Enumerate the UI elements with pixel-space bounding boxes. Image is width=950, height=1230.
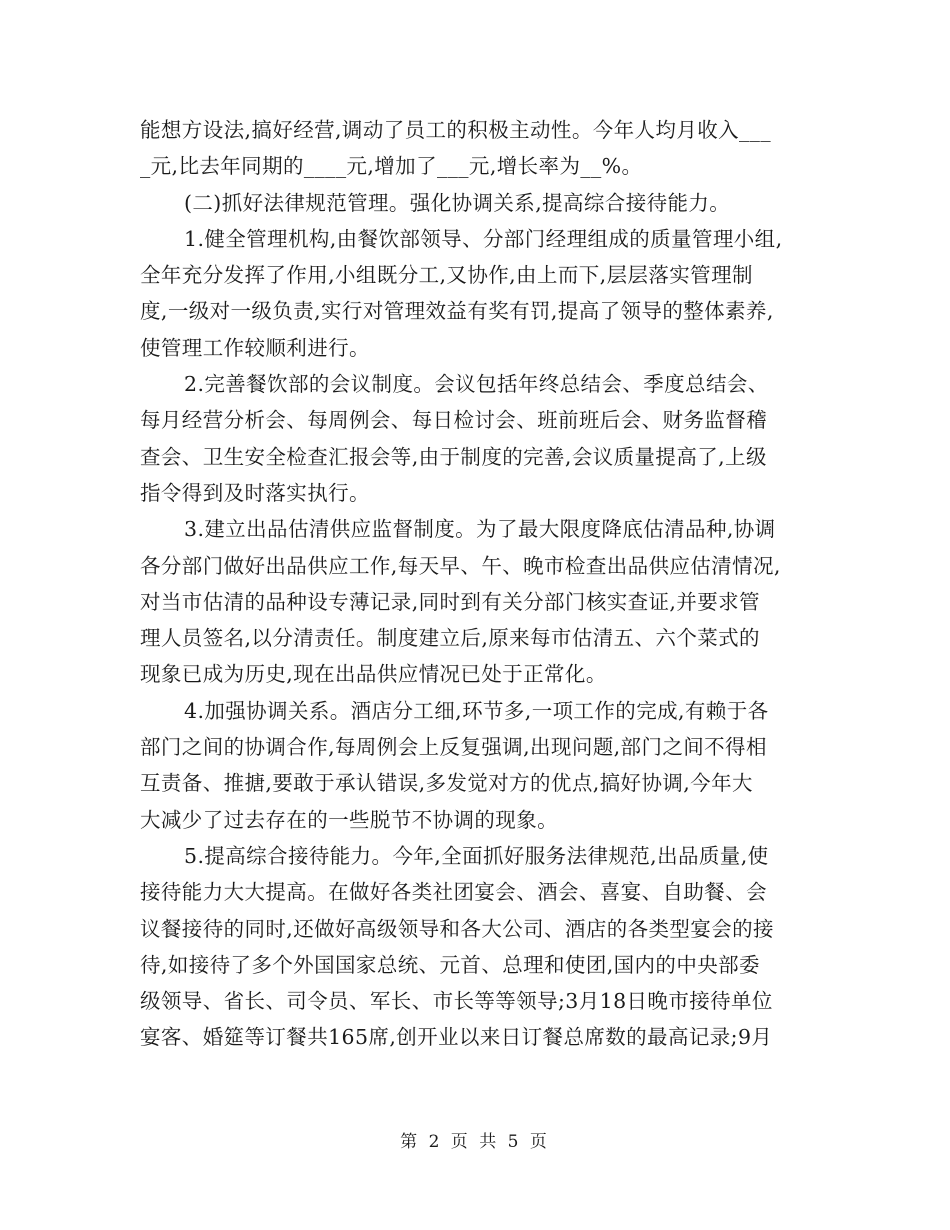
- section-heading: (二)抓好法律规范管理。强化协调关系,提高综合接待能力。: [184, 190, 731, 215]
- text-line: 接待能力大大提高。在做好各类社团宴会、酒会、喜宴、自助餐、会: [140, 880, 767, 905]
- text-line: 能想方设法,搞好经营,调动了员工的积极主动性。今年人均月收入___: [140, 118, 771, 142]
- text-line: 宴客、婚筵等订餐共165席,创开业以来日订餐总席数的最高记录;9月: [140, 1025, 773, 1050]
- text-line: 2.完善餐饮部的会议制度。会议包括年终总结会、季度总结会、: [184, 372, 769, 397]
- text-line: 待,如接待了多个外国国家总统、元首、总理和使团,国内的中央部委: [140, 952, 760, 977]
- text-line: 4.加强协调关系。酒店分工细,环节多,一项工作的完成,有赖于各: [184, 698, 769, 723]
- text-line: 理人员签名,以分清责任。制度建立后,原来每市估清五、六个菜式的: [140, 626, 760, 651]
- text-line: 指令得到及时落实执行。: [140, 480, 370, 505]
- text-line: 部门之间的协调合作,每周例会上反复强调,出现问题,部门之间不得相: [140, 735, 767, 760]
- text-line: 现象已成为历史,现在出品供应情况已处于正常化。: [140, 662, 607, 687]
- text-line: 大减少了过去存在的一些脱节不协调的现象。: [140, 807, 558, 832]
- text-line: 议餐接待的同时,还做好高级领导和各大公司、酒店的各类型宴会的接: [140, 916, 774, 941]
- text-line: 对当市估清的品种设专薄记录,同时到有关分部门核实查证,并要求管: [140, 589, 760, 614]
- text-line: 全年充分发挥了作用,小组既分工,又协作,由上而下,层层落实管理制: [140, 263, 753, 288]
- text-line: 1.健全管理机构,由餐饮部领导、分部门经理组成的质量管理小组,: [184, 226, 783, 251]
- page-footer: 第 2 页 共 5 页: [400, 1132, 550, 1152]
- text-line: 度,一级对一级负责,实行对管理效益有奖有罚,提高了领导的整体素养,: [140, 299, 774, 324]
- text-line: 各分部门做好出品供应工作,每天早、午、晚市检查出品供应估清情况,: [140, 553, 781, 578]
- text-line: 使管理工作较顺利进行。: [140, 335, 370, 360]
- document-body: [140, 112, 806, 1056]
- text-line: 级领导、省长、司令员、军长、市长等等领导;3月18日晚市接待单位: [140, 989, 773, 1014]
- text-line: 每月经营分析会、每周例会、每日检讨会、班前班后会、财务监督稽: [140, 408, 767, 433]
- text-line: 互责备、推搪,要敢于承认错误,多发觉对方的优点,搞好协调,今年大: [140, 771, 753, 796]
- text-line: _元,比去年同期的____元,增加了___元,增长率为__%。: [140, 154, 643, 179]
- text-line: 查会、卫生安全检查汇报会等,由于制度的完善,会议质量提高了,上级: [140, 444, 767, 469]
- text-line: 3.建立出品估清供应监督制度。为了最大限度降底估清品种,协调: [184, 517, 776, 542]
- text-line: 5.提高综合接待能力。今年,全面抓好服务法律规范,出品质量,使: [184, 843, 769, 868]
